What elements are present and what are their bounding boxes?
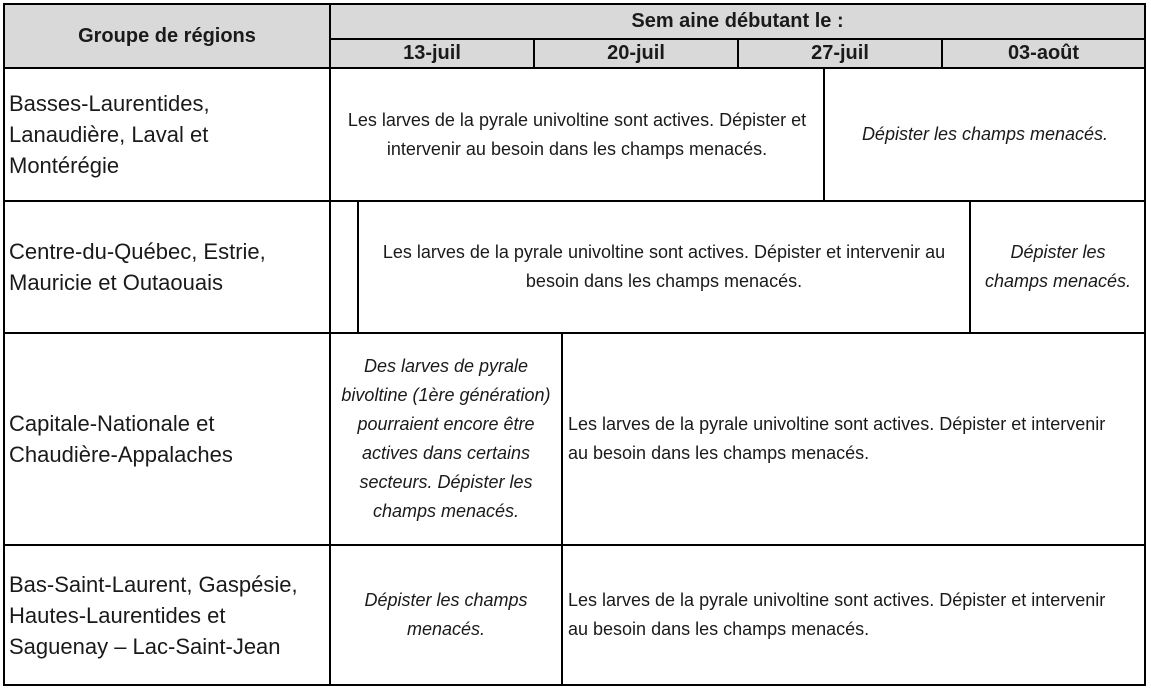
schedule-cell: Des larves de pyrale bivoltine (1ère génération) pourraient encore être actives dans certains secteurs. Dépister les champs menacés.: [341, 356, 551, 521]
schedule-cell: Dépister les champs menacés.: [861, 124, 1109, 144]
border-right: [1144, 3, 1146, 686]
region-cell: Capitale-Nationale et Chaudière-Appalaches: [9, 411, 233, 467]
schedule-cell: Les larves de la pyrale univoltine sont actives. Dépister et intervenir au besoin dans les champs menacés.: [568, 414, 1106, 463]
schedule-cell: Dépister les champs menacés.: [984, 242, 1132, 291]
date-header-3: 27-juil: [811, 42, 869, 64]
row3-divider: [561, 333, 563, 545]
region-cell: Bas-Saint-Laurent, Gaspésie, Hautes-Laurentides et Saguenay – Lac-Saint-Jean: [9, 571, 298, 659]
group-header: Groupe de régions: [78, 24, 256, 47]
schedule-cell: Les larves de la pyrale univoltine sont actives. Dépister et intervenir au besoin dans les champs menacés.: [568, 590, 1106, 639]
row4-divider: [561, 545, 563, 685]
date-header-4: 03-août: [1007, 42, 1080, 64]
date-header-1: 13-juil: [403, 42, 461, 64]
row2-divider-b: [969, 201, 971, 333]
row2-divider-a: [357, 201, 359, 333]
schedule-cell: Dépister les champs menacés.: [364, 590, 528, 639]
schedule-cell: Les larves de la pyrale univoltine sont actives. Dépister et intervenir au besoin dans les champs menacés.: [382, 242, 946, 291]
region-cell: Basses-Laurentides, Lanaudière, Laval et Montérégie: [9, 91, 210, 178]
schedule-cell: Les larves de la pyrale univoltine sont actives. Dépister et intervenir au besoin dans les champs menacés.: [347, 109, 807, 159]
border-left: [3, 3, 5, 686]
week-header: Sem aine débutant le :: [631, 10, 844, 32]
region-cell: Centre-du-Québec, Estrie, Mauricie et Outaouais: [9, 239, 266, 295]
border-bottom: [3, 684, 1146, 686]
row1-divider: [823, 69, 825, 201]
date-header-2: 20-juil: [607, 42, 665, 64]
